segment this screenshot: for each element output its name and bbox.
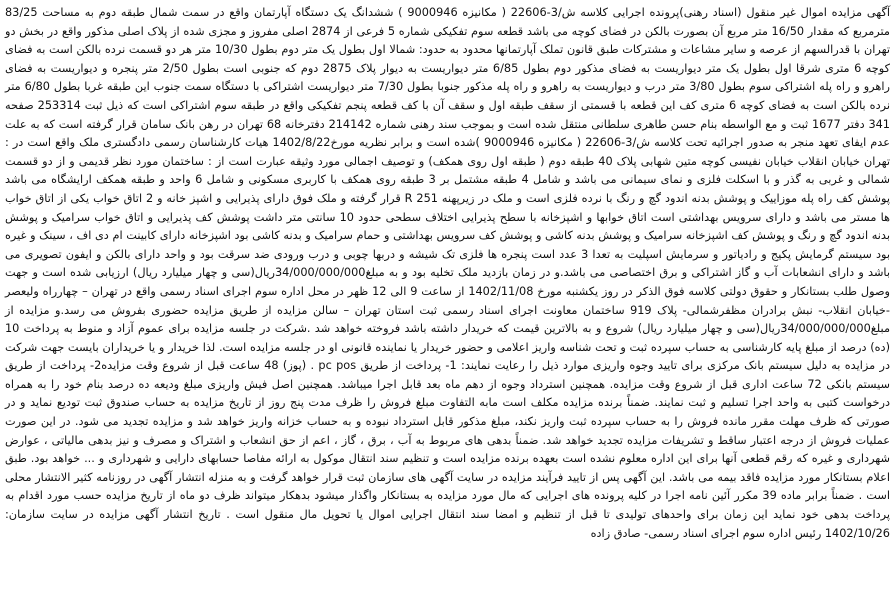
auction-notice-text: آگهی مزایده اموال غیر منقول (اسناد رهنی)پرونده اجرایی کلاسه ش/3-22606 ( مکانیزه 9000946 ) ششدانگ یک دستگاه آپارتمان واقع در سمت شمال طبقه دوم به مساحت 83/25 مترمربع که مقدار 16/50 متر مربع آن بصورت بالکن در فضای کوچه می باشد قطعه سوم تفکیکی شماره 5 فرعی از 2874 اصلی مفروز و مجزی شده از پلاک اصلی مذکور واقع در بخش دو تهران با قدرالسهم از عرصه و سایر مشاعات و مشترکات طبق قانون تملک آپارتمانها محدود به حدود: شمالا اول بطول یک متر دوم بطول 10/30 متر هر دو قسمت نرده بالکن است به فضای کوچه 6 متری شرقا اول بطول یک متر دیواریست به فضای مذکور دوم بطول 6/85 متر دیواریست به دیوار پلاک 2875 دوم که جنوبی است بطول 2/50 متر پنجره و دیواریست به فضای راهرو و راه پله اشتراکی سوم بطول 3/80 متر درب و دیواریست به راهرو و راه پله مذکور جنوبا بطول 7/30 متر دیواریست اشتراکی با دستگاه سمت جنوب این طبقه غربا بطول 6/80 متر نرده بالکن است به فضای کوچه 6 متری کف این قطعه با قسمتی از سقف طبقه اول و سقف آن با کف قطعه پنجم تفکیکی واقع در طبقه سوم اشتراکی است که ذیل ثبت 253314 صفحه 341 دفتر 1677 ثبت و مع الواسطه بنام حسن طاهری سلطانی منتقل شده است و بموجب سند رهنی شماره 214142 دفترخانه 68 تهران در رهن بانک سامان قرار گرفته است که به علت عدم ایفای تعهد منجر به صدور اجرائیه تحت کلاسه ش/3-22606 ( مکانیزه 9000946 )شده است و برابر نظریه مورخ1402/8/22 هیات کارشناسان رسمی دادگستری ملک واقع است در : تهران خیابان انقلاب خیابان نفیسی کوچه متین شهابی پلاک 40 طبقه دوم ( طبقه اول روی همکف) و توصیف اجمالی مورد وثیقه عبارت است از : ساختمان مورد نظر قدیمی و از دو قسمت شمالی و غربی به گذر و با اسکلت فلزی و نمای سیمانی می باشد و شامل 4 طبقه مشتمل بر 3 طبقه روی همکف با کاربری مسکونی و شامل 6 واحد و طبقه همکف ارایشگاه می باشد پوشش کف راه پله موزاییک و پوشش بدنه اندود گچ و رنگ با نرده فلزی است و ملک در زیرپهنه R 251 قرار گرفته و ملک فوق دارای پذیرایی و اشپز خانه و 2 اتاق خواب یکی از اتاق خواب ها مستر می باشد و دارای سرویس بهداشتی است اتاق خوابها و اشپزخانه با سطح پذیرایی اختلاف سطحی حدود 10 سانتی متر داشت پوشش کف پذیرایی و اتاق خواب سرامیک و پوشش بدنه اندود گچ و رنگ و پوشش کف اشپزخانه سرامیک و پوشش بدنه کاشی و پوشش کف سرویس بهداشتی و حمام سرامیک و بدنه کاشی بود اشپزخانه دارای کابینت ام دی اف ، سینک و غیره بود سیستم گرمایش پکیج و رادیاتور و سرمایش اسپلیت به تعدا 3 عدد است پنجره ها فلزی تک شیشه و دربها چوبی و درب ورودی ضد سرقت بود و واحد دارای بالکن و ایفون تصویری می باشد و دارای انشعابات آب و گاز اشتراکی و برق اختصاصی می باشد.و در زمان بازدید ملک تخلیه بود و به مبلغ34/000/000/000ریال(سی و چهار میلیارد ریال) ارزیابی شده است و جهت وصول طلب بستانکار و حقوق دولتی کلاسه فوق الذکر در روز یکشنبه مورخ 1402/11/08 از ساعت 9 الی 12 ظهر در محل اداره سوم اجرای اسناد رسمی واقع در تهران – چهارراه ولیعصر -خیابان انقلاب- نبش برادران مظفرشمالی- پلاک 919 ساختمان معاونت اجرای اسناد رسمی ثبت استان تهران – سالن مزایده از طریق مزایده حضوری بفروش می رسد.و مزایده از مبلغ34/000/000/000ریال(سی و چهار میلیارد ریال) شروع و به بالاترین قیمت که خریدار داشته باشد فروخته خواهد شد .شرکت در جلسه مزایده برای عموم آزاد و منوط به پرداخت 10 (ده) درصد از مبلغ پایه کارشناسی به حساب سپرده ثبت و تحت شناسه واریز اعلامی و حضور خریدار یا نماینده قانونی او در جلسه مزایده است. لذا خریدار و یا خریداران بایست جهت شرکت در مزایده به دلیل سیستم بانک مرکزی برای تایید وجوه واریزی موارد ذیل را رعایت نمایند: 1- پرداخت از طریق pc pos . (پوز) 48 ساعت قبل از شروع وقت مزایده2- پرداخت از طریق سیستم بانکی 72 ساعت اداری قبل از شروع وقت مزایده. همچنین استرداد وجوه از دهم ماه بعد قابل اجرا میباشد. همچنین اصل فیش واریزی مبلغ ودیعه ده درصد بنام خود را به همراه درخواست کتبی به واحد اجرا تسلیم و ثبت نمایند. ضمناً برنده مزایده مکلف است مابه التفاوت مبلغ فروش را ظرف مدت پنج روز از تاریخ مزایده به حساب صندوق ثبت تودیع نماید و در صورتی که ظرف مهلت مقرر مانده فروش را به حساب سپرده ثبت واریز نکند، مبلغ مذکور قابل استرداد نبوده و به حساب خزانه واریز خواهد شد و مزایده تجدید می شود. در این صورت عملیات فروش از درجه اعتبار ساقط و تشریفات مزایده تجدید خواهد شد. ضمناً بدهی های مربوط به آب ، برق ، گاز ، اعم از حق انشعاب و اشتراک و مصرف و نیز بدهی مالیاتی ، عوارض شهرداری و غیره که رقم قطعی آنها برای این اداره معلوم نشده است بعهده برنده مزایده است و تنظیم سند انتقال موکول به ارائه مفاصا حسابهای دارایی و شهرداری و ... خواهد بود. طبق اعلام بستانکار مورد مزایده فاقد بیمه می باشد. این آگهی پس از تایید فرآیند مزایده در سایت آگهی های سازمان ثبت قرار خواهد گرفت و به منزله انتشار آگهی در روزنامه کثیر الانتشار محلی است . ضمناً برابر ماده 39 مکرر آئین نامه اجرا در کلیه پرونده های اجرایی که مال مورد مزایده به بستانکار واگذار میشود بدهکار میتواند ظرف دو ماه از تاریخ مزایده حسب مورد اقدام به پرداخت بدهی خود نماید این زمان برای واحدهای تولیدی تا قبل از تنظیم و امضا سند انتقال اجرایی اموال یا تحویل مال منقول است . تاریخ انتشار آگهی مزایده در سایت سازمان: 1402/10/26 رئیس اداره سوم اجرای اسناد رسمی- صادق زاده [5,6,891,540]
